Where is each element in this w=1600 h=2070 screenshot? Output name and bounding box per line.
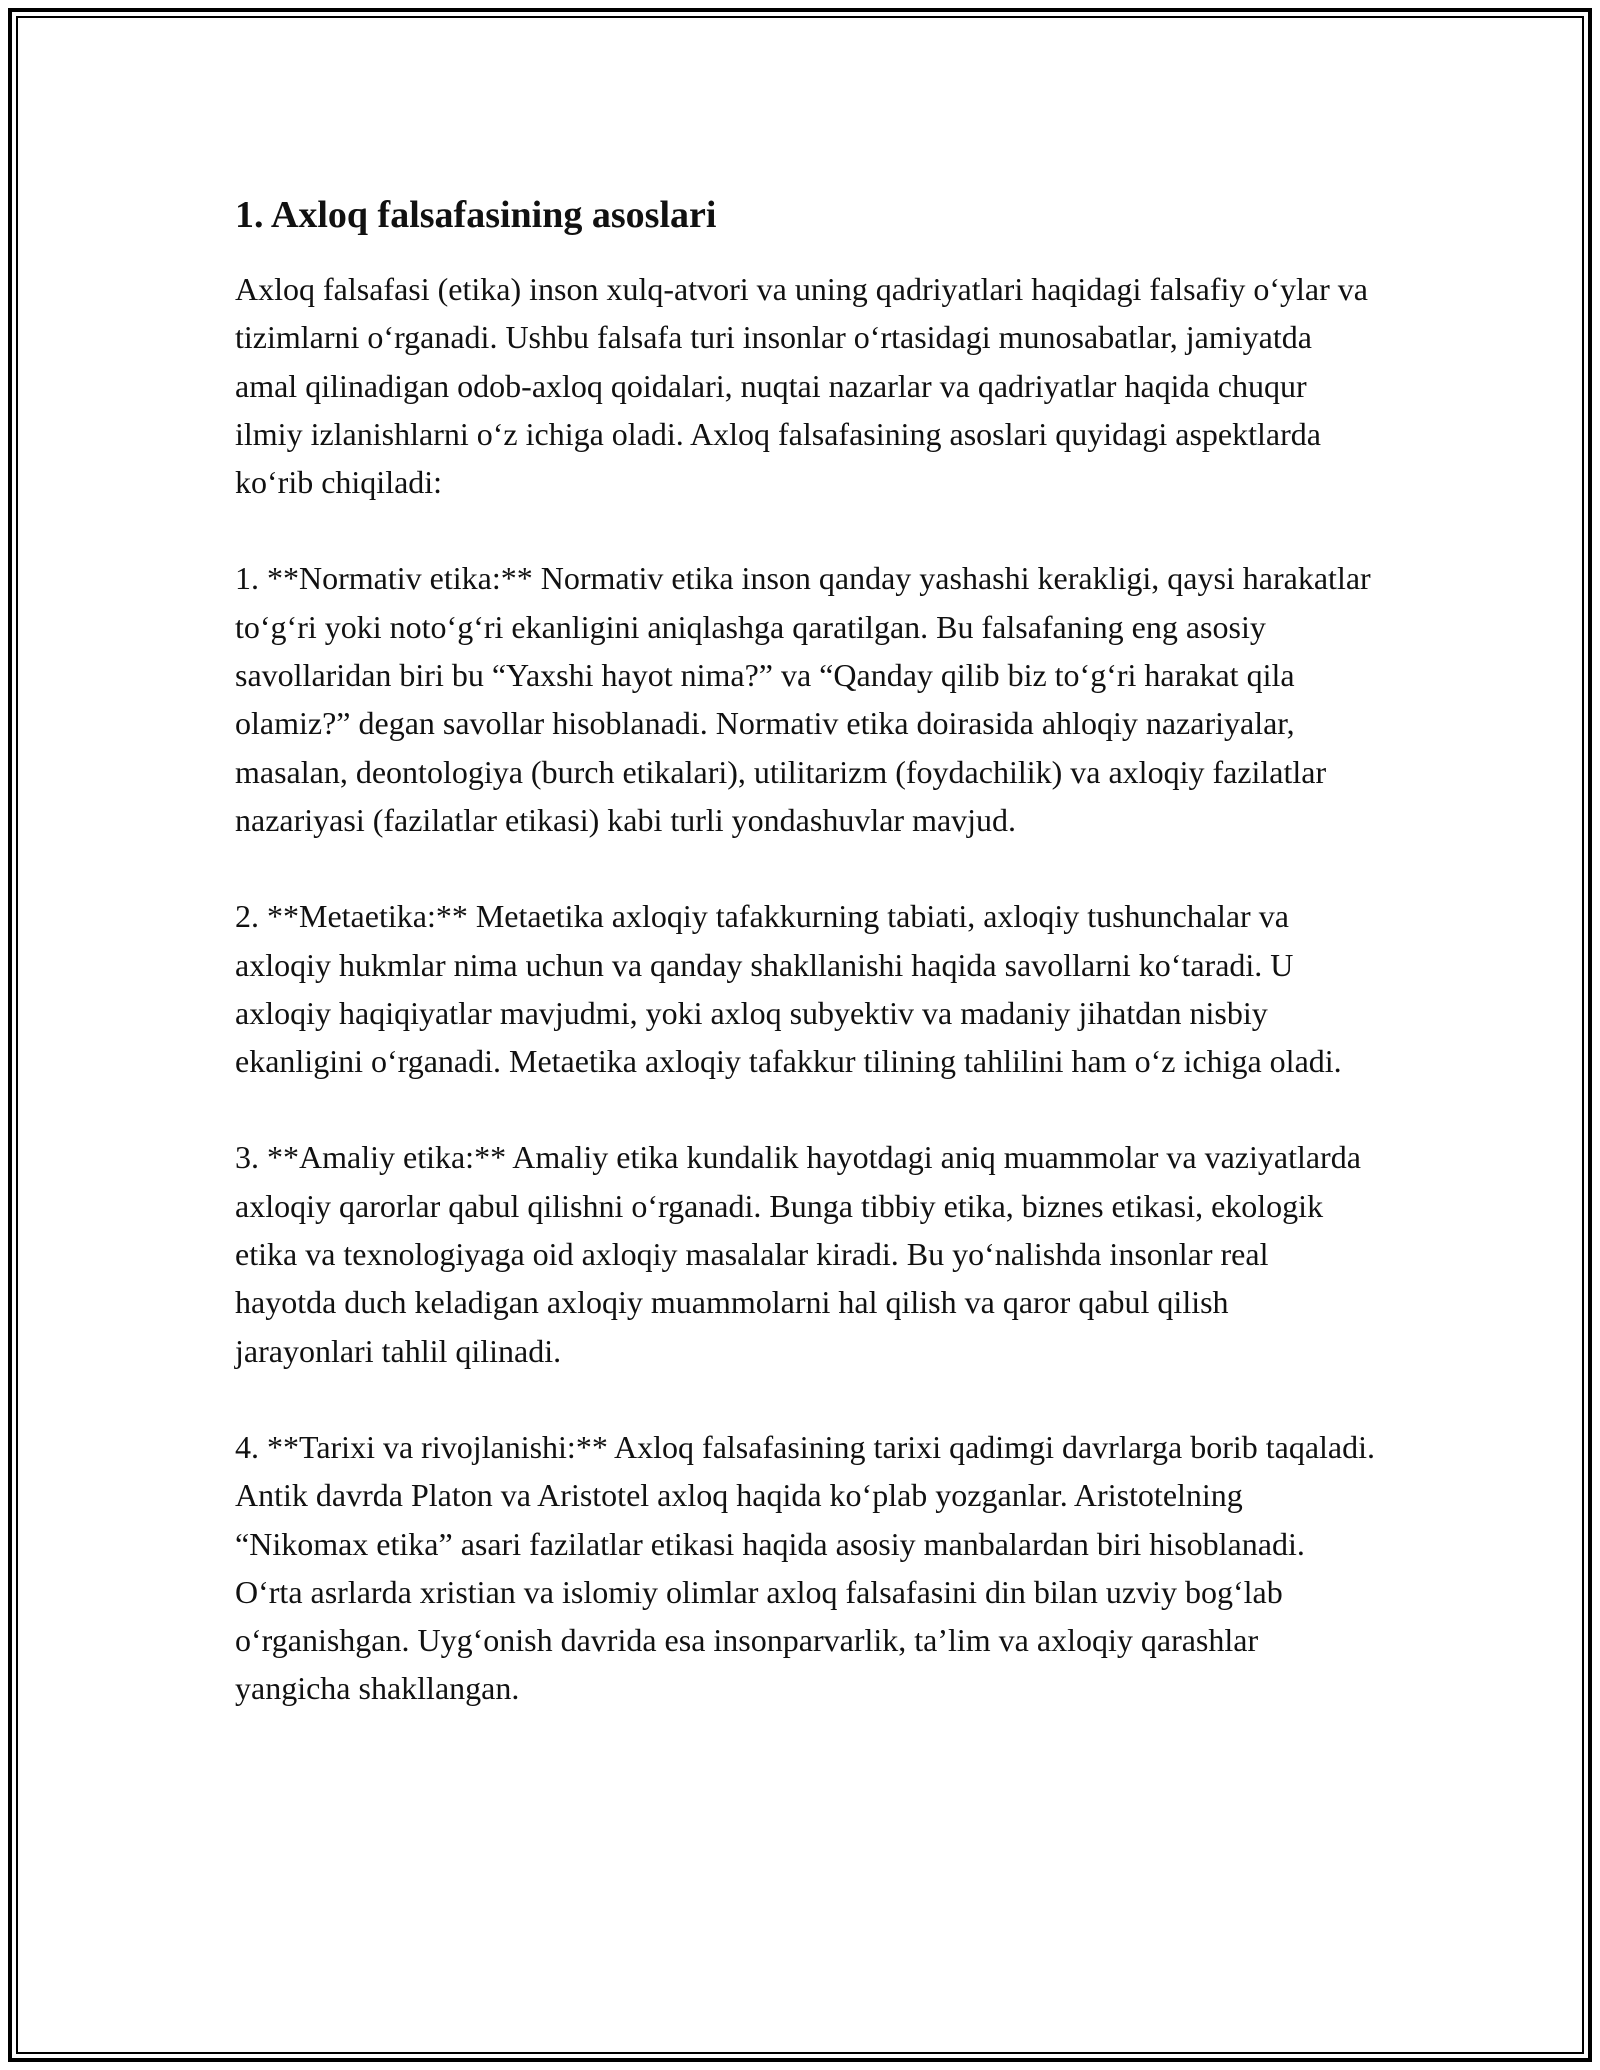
section-normativ-etika: 1. **Normativ etika:** Normativ etika inson qanday yashashi kerakligi, qaysi harakatlar to‘g‘ri yoki noto‘g‘ri ekanligini aniqlashga qaratilgan. Bu falsafaning eng asosiy savollaridan biri bu “Yaxshi hayot nima?” va “Qanday qilib biz to‘g‘ri harakat qila olamiz?” degan savollar hisoblanadi. Normativ etika doirasida ahloqiy nazariyalar, masalan, deontologiya (burch etikalari), utilitarizm (foydachilik) va axloqiy fazilatlar nazariyasi (fazilatlar etikasi) kabi turli yondashuvlar mavjud.	[235, 560, 1371, 838]
section-metaetika: 2. **Metaetika:** Metaetika axloqiy tafakkurning tabiati, axloqiy tushunchalar va axloqiy hukmlar nima uchun va qanday shakllanishi haqida savollarni ko‘taradi. U axloqiy haqiqiyatlar mavjudmi, yoki axloq subyektiv va madaniy jihatdan nisbiy ekanligini o‘rganadi. Metaetika axloqiy tafakkur tilining tahlilini ham o‘z ichiga oladi.	[235, 898, 1342, 1080]
document-body	[235, 185, 1375, 1761]
intro-paragraph: Axloq falsafasi (etika) inson xulq-atvori va uning qadriyatlari haqidagi falsafiy o‘ylar va tizimlarni o‘rganadi. Ushbu falsafa turi insonlar o‘rtasidagi munosabatlar, jamiyatda amal qilinadigan odob-axloq qoidalari, nuqtai nazarlar va qadriyatlar haqida chuqur ilmiy izlanishlarni o‘z ichiga oladi. Axloq falsafasining asoslari quyidagi aspektlarda ko‘rib chiqiladi:	[235, 271, 1368, 501]
section-amaliy-etika: 3. **Amaliy etika:** Amaliy etika kundalik hayotdagi aniq muammolar va vaziyatlarda axloqiy qarorlar qabul qilishni o‘rganadi. Bunga tibbiy etika, biznes etikasi, ekologik etika va texnologiyaga oid axloqiy masalalar kiradi. Bu yo‘nalishda insonlar real hayotda duch keladigan axloqiy muammolarni hal qilish va qaror qabul qilish jarayonlari tahlil qilinadi.	[235, 1139, 1361, 1369]
document-heading: 1. Axloq falsafasining asoslari	[235, 194, 717, 236]
section-tarixi: 4. **Tarixi va rivojlanishi:** Axloq falsafasining tarixi qadimgi davrlarga borib taqaladi. Antik davrda Platon va Aristotel axloq haqida ko‘plab yozganlar. Aristotelning “Nikomax etika” asari fazilatlar etikasi haqida asosiy manbalardan biri hisoblanadi. O‘rta asrlarda xristian va islomiy olimlar axloq falsafasini din bilan uzviy bog‘lab o‘rganishgan. Uyg‘onish davrida esa insonparvarlik, ta’lim va axloqiy qarashlar yangicha shakllangan.	[235, 1428, 1376, 1707]
